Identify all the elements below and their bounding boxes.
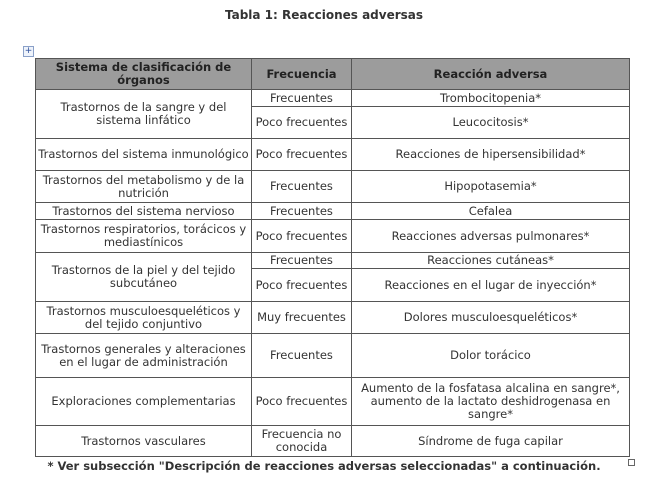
reaction-cell: Reacciones en el lugar de inyección*: [352, 269, 630, 302]
table-row: [36, 378, 630, 426]
table-move-handle-icon[interactable]: +: [24, 46, 33, 56]
table-row: [36, 334, 630, 378]
frequency-cell: Muy frecuentes: [252, 302, 352, 334]
system-cell: Trastornos generales y alteraciones en el lugar de administración: [36, 334, 252, 378]
frequency-cell: Poco frecuentes: [252, 378, 352, 426]
table-row: [36, 203, 630, 220]
frequency-cell: Poco frecuentes: [252, 220, 352, 253]
reaction-cell: Reacciones de hipersensibilidad*: [352, 139, 630, 171]
frequency-cell: Poco frecuentes: [252, 139, 352, 171]
reaction-cell: Leucocitosis*: [352, 107, 630, 139]
reaction-cell: Dolores musculoesqueléticos*: [352, 302, 630, 334]
reaction-cell: Hipopotasemia*: [352, 171, 630, 203]
system-cell: Trastornos respiratorios, torácicos y mediastínicos: [36, 220, 252, 253]
reaction-cell: Dolor torácico: [352, 334, 630, 378]
table-resize-handle-icon[interactable]: [628, 459, 635, 466]
header-system: Sistema de clasificación de órganos: [36, 59, 252, 90]
header-frequency: Frecuencia: [252, 59, 352, 90]
table-footnote: * Ver subsección "Descripción de reacciones adversas seleccionadas" a continuación.: [47, 459, 601, 473]
reaction-cell: Trombocitopenia*: [352, 90, 630, 107]
system-cell: Trastornos vasculares: [36, 426, 252, 457]
table-row: [36, 171, 630, 203]
table-row: [36, 220, 630, 253]
frequency-cell: Frecuentes: [252, 171, 352, 203]
reaction-cell: Síndrome de fuga capilar: [352, 426, 630, 457]
table-row: [36, 139, 630, 171]
adverse-reactions-table: [35, 58, 630, 457]
system-cell: Exploraciones complementarias: [36, 378, 252, 426]
frequency-cell: Frecuentes: [252, 203, 352, 220]
system-cell: Trastornos del sistema nervioso: [36, 203, 252, 220]
frequency-cell: Frecuencia no conocida: [252, 426, 352, 457]
table-row: [36, 90, 630, 107]
frequency-cell: Frecuentes: [252, 90, 352, 107]
table-row: [36, 426, 630, 457]
frequency-cell: Poco frecuentes: [252, 107, 352, 139]
frequency-cell: Frecuentes: [252, 253, 352, 269]
table-header-row: [36, 59, 630, 90]
system-cell: Trastornos musculoesqueléticos y del tejido conjuntivo: [36, 302, 252, 334]
system-cell: Trastornos de la piel y del tejido subcutáneo: [36, 253, 252, 302]
table-title: Tabla 1: Reacciones adversas: [224, 8, 424, 22]
table-row: [36, 253, 630, 269]
reaction-cell: Reacciones cutáneas*: [352, 253, 630, 269]
table-row: [36, 302, 630, 334]
frequency-cell: Frecuentes: [252, 334, 352, 378]
system-cell: Trastornos de la sangre y del sistema linfático: [36, 90, 252, 139]
frequency-cell: Poco frecuentes: [252, 269, 352, 302]
system-cell: Trastornos del metabolismo y de la nutrición: [36, 171, 252, 203]
header-reaction: Reacción adversa: [352, 59, 630, 90]
system-cell: Trastornos del sistema inmunológico: [36, 139, 252, 171]
reaction-cell: Reacciones adversas pulmonares*: [352, 220, 630, 253]
reaction-cell: Aumento de la fosfatasa alcalina en sangre*, aumento de la lactato deshidrogenasa en sangre*: [352, 378, 630, 426]
reaction-cell: Cefalea: [352, 203, 630, 220]
